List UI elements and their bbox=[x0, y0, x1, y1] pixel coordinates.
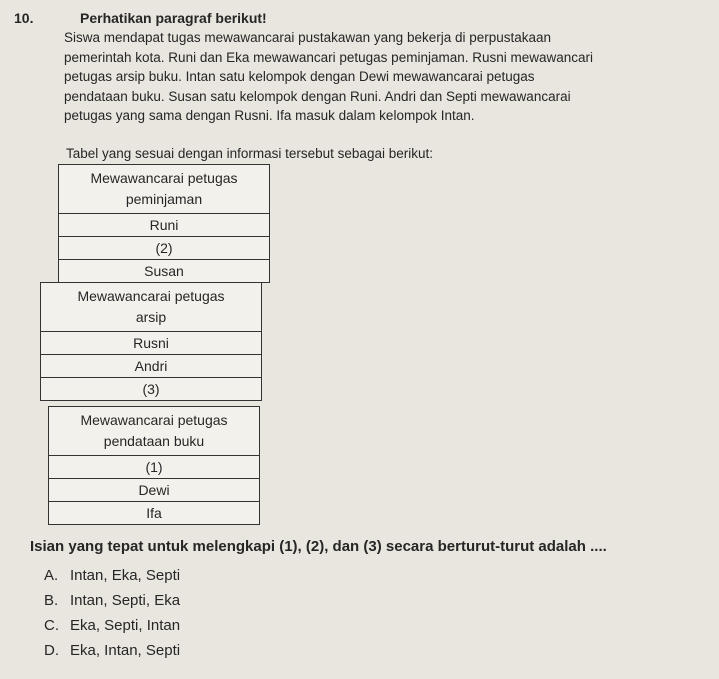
option-letter: D. bbox=[44, 642, 59, 659]
table-cell: Rusni bbox=[41, 332, 262, 355]
option-c[interactable] bbox=[44, 613, 180, 638]
paragraph-line: pemerintah kota. Runi dan Eka mewawancari petugas peminjaman. Rusni mewawancari bbox=[64, 49, 594, 65]
question-prompt: Isian yang tepat untuk melengkapi (1), (2), dan (3) secara berturut-turut adalah .... bbox=[30, 538, 607, 555]
question-number: 10. bbox=[14, 10, 34, 26]
table-header bbox=[59, 165, 270, 214]
header-line: Mewawancarai petugas bbox=[77, 288, 225, 304]
option-b[interactable] bbox=[44, 588, 180, 613]
option-letter: B. bbox=[44, 592, 59, 609]
header-line: pendataan buku bbox=[103, 433, 205, 449]
table-cell: (3) bbox=[41, 378, 262, 401]
paragraph-line: petugas arsip buku. Intan satu kelompok dengan Dewi mewawancarai petugas bbox=[64, 69, 535, 84]
option-text: Intan, Eka, Septi bbox=[70, 567, 181, 584]
option-letter: A. bbox=[44, 567, 59, 584]
table-cell: Andri bbox=[41, 355, 262, 378]
header-line: Mewawancarai petugas bbox=[80, 412, 228, 428]
table-header bbox=[49, 407, 260, 456]
option-letter: C. bbox=[44, 617, 59, 634]
table-cell: Ifa bbox=[49, 502, 260, 525]
table-cell: (2) bbox=[59, 237, 270, 260]
option-text: Eka, Intan, Septi bbox=[70, 642, 181, 659]
table-cell: Runi bbox=[59, 214, 270, 237]
table-pendataan-buku bbox=[48, 406, 260, 525]
header-line: peminjaman bbox=[125, 191, 203, 207]
option-a[interactable] bbox=[44, 563, 180, 588]
table-cell: Dewi bbox=[49, 479, 260, 502]
table-intro: Tabel yang sesuai dengan informasi tersebut sebagai berikut: bbox=[66, 146, 433, 161]
paragraph-line: Siswa mendapat tugas mewawancarai pustakawan yang bekerja di perpustakaan bbox=[64, 30, 552, 45]
table-cell: Susan bbox=[59, 260, 270, 283]
table-cell: (1) bbox=[49, 456, 260, 479]
question-heading: Perhatikan paragraf berikut! bbox=[80, 10, 267, 26]
option-text: Intan, Septi, Eka bbox=[70, 592, 181, 609]
header-line: Mewawancarai petugas bbox=[90, 170, 238, 186]
table-header bbox=[41, 283, 262, 332]
question-paragraph bbox=[64, 28, 704, 126]
table-arsip bbox=[40, 282, 262, 401]
option-text: Eka, Septi, Intan bbox=[70, 617, 181, 634]
paragraph-line: petugas yang sama dengan Rusni. Ifa masuk dalam kelompok Intan. bbox=[64, 108, 475, 123]
header-line: arsip bbox=[135, 309, 167, 325]
table-peminjaman bbox=[58, 164, 270, 283]
paragraph-line: pendataan buku. Susan satu kelompok dengan Runi. Andri dan Septi mewawancarai bbox=[64, 88, 571, 104]
option-d[interactable] bbox=[44, 638, 180, 663]
answer-options bbox=[44, 563, 180, 663]
